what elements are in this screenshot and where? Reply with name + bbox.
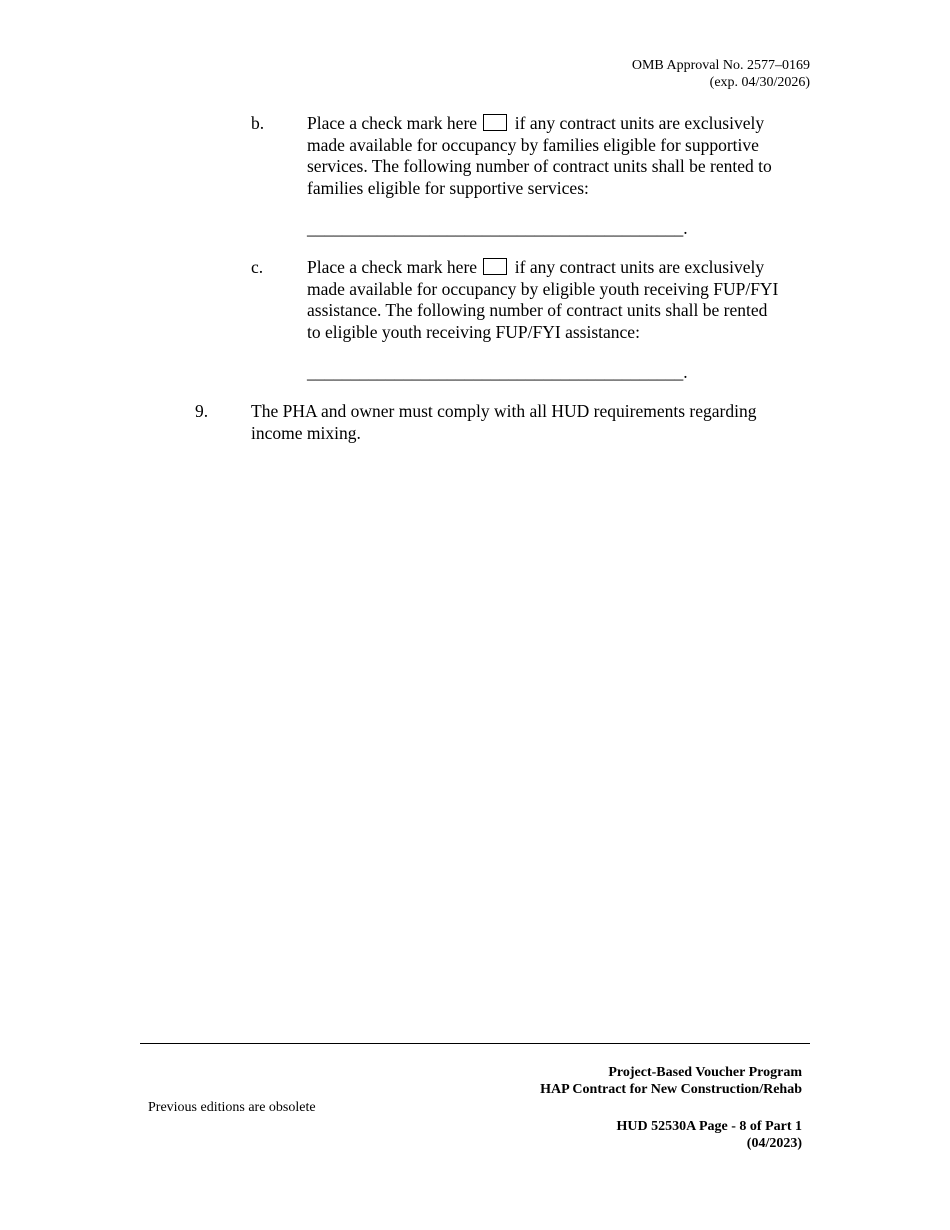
item-c-fill-line[interactable]: ___________________________________________.	[307, 362, 688, 382]
item-b-text-before: Place a check mark here	[307, 113, 478, 133]
item-b-label: b.	[251, 113, 265, 133]
footer-contract-title: HAP Contract for New Construction/Rehab	[540, 1082, 802, 1097]
footer-form-block	[617, 1118, 802, 1152]
item-c-text-after: if any contract units are exclusively	[514, 257, 765, 277]
item-b-fill-line[interactable]: ___________________________________________.	[307, 218, 688, 238]
section-9-line: income mixing.	[251, 422, 361, 443]
omb-approval-block	[632, 57, 810, 91]
item-c-text	[307, 257, 778, 343]
item-c-first-line	[307, 257, 778, 279]
section-9-text	[251, 401, 756, 444]
item-b-first-line	[307, 113, 772, 135]
item-b-line: made available for occupancy by families eligible for supportive	[307, 134, 759, 155]
omb-expiration: (exp. 04/30/2026)	[709, 75, 810, 90]
item-c-line: to eligible youth receiving FUP/FYI assistance:	[307, 321, 640, 342]
section-9-label: 9.	[195, 401, 209, 421]
footer-divider	[140, 1043, 810, 1044]
omb-approval-number: OMB Approval No. 2577–0169	[631, 58, 810, 73]
item-c-checkbox[interactable]	[483, 258, 507, 275]
item-b-text	[307, 113, 772, 199]
item-b-text-after: if any contract units are exclusively	[514, 113, 765, 133]
item-b-checkbox[interactable]	[483, 114, 507, 131]
item-b-line: services. The following number of contract units shall be rented to	[307, 156, 772, 176]
previous-editions-note: Previous editions are obsolete	[148, 1100, 316, 1115]
footer-program-block	[540, 1064, 802, 1098]
item-c-line: made available for occupancy by eligible youth receiving FUP/FYI	[307, 278, 779, 299]
item-c-text-before: Place a check mark here	[307, 257, 478, 277]
section-9-line: The PHA and owner must comply with all HUD requirements regarding	[251, 401, 757, 421]
footer-program: Project-Based Voucher Program	[608, 1065, 802, 1080]
item-b-line: families eligible for supportive services:	[307, 177, 589, 198]
footer-form-page: HUD 52530A Page - 8 of Part 1	[616, 1119, 802, 1134]
item-c-label: c.	[251, 257, 264, 277]
footer-revision: (04/2023)	[746, 1136, 802, 1151]
item-c-line: assistance. The following number of contract units shall be rented	[307, 300, 768, 320]
